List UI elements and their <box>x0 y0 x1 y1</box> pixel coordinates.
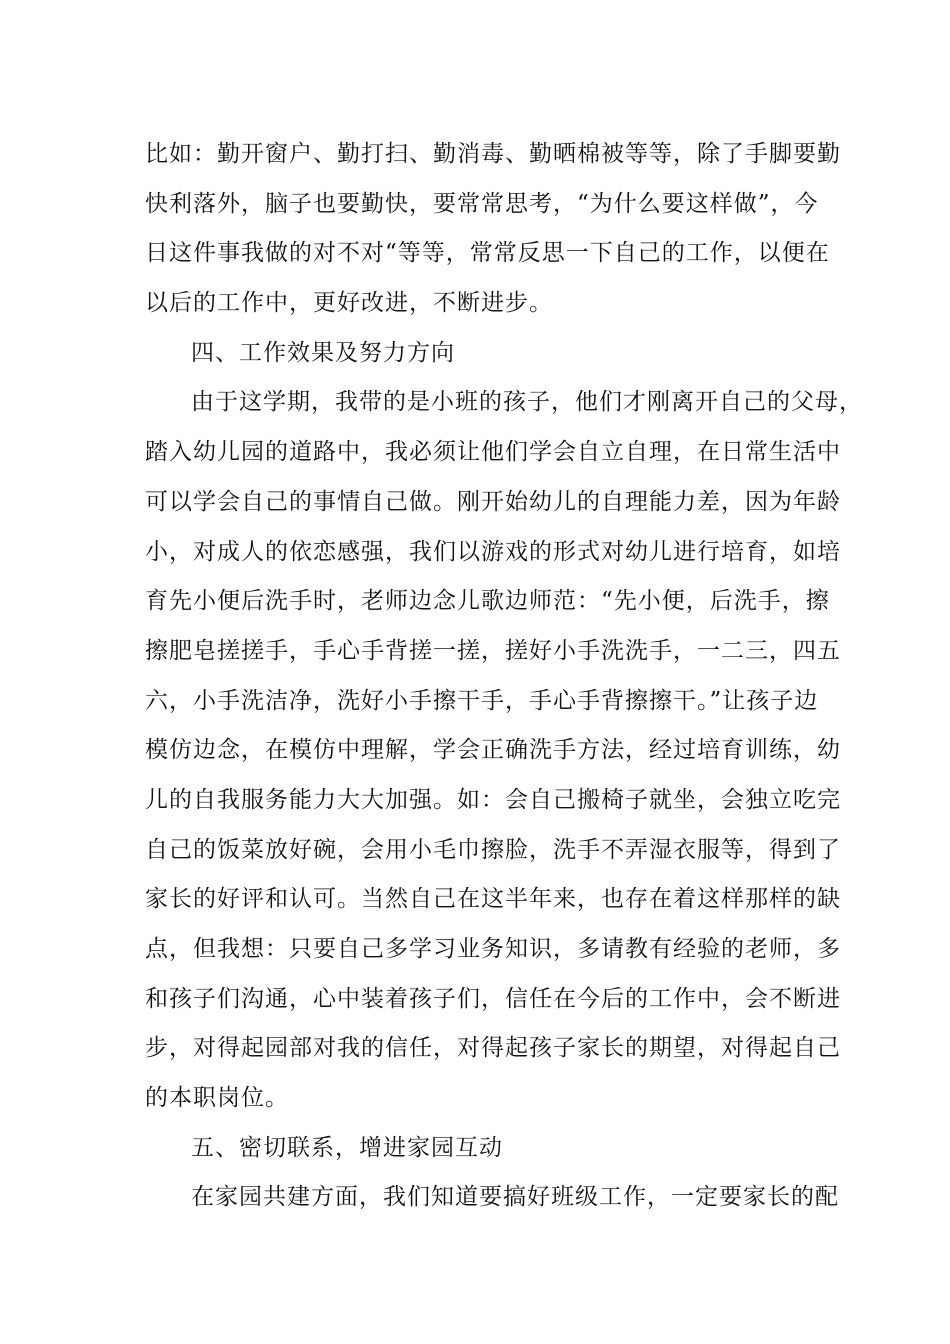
text-line: 由于这学期，我带的是小班的孩子，他们才刚离开自己的父母， <box>191 389 863 416</box>
text-line: 儿的自我服务能力大大加强。如：会自己搬椅子就坐，会独立吃完 <box>145 786 841 813</box>
text-line: 可以学会自己的事情自己做。刚开始幼儿的自理能力差，因为年龄 <box>145 488 841 515</box>
text-line: 快利落外，脑子也要勤快，要常常思考，“为什么要这样做”，今 <box>145 190 819 217</box>
body-text <box>145 130 863 1223</box>
text-line: 擦肥皂搓搓手，手心手背搓一搓，搓好小手洗洗手，一二三，四五 <box>145 637 841 664</box>
text-line: 步，对得起园部对我的信任，对得起孩子家长的期望，对得起自己 <box>145 1035 841 1062</box>
text-line: 模仿边念，在模仿中理解，学会正确洗手方法，经过培育训练，幼 <box>145 737 841 764</box>
text-line: 和孩子们沟通，心中装着孩子们，信任在今后的工作中，会不断进 <box>145 985 841 1012</box>
section-heading: 四、工作效果及努力方向 <box>191 339 455 366</box>
text-line: 自己的饭菜放好碗，会用小毛巾擦脸，洗手不弄湿衣服等，得到了 <box>145 836 841 863</box>
text-line: 育先小便后洗手时，老师边念儿歌边师范：“先小便，后洗手，擦 <box>145 588 830 615</box>
text-line: 日这件事我做的对不对“等等，常常反思一下自己的工作，以便在 <box>145 240 830 267</box>
text-line: 点，但我想：只要自己多学习业务知识，多请教有经验的老师，多 <box>145 936 841 962</box>
text-line: 比如：勤开窗户、勤打扫、勤消毒、勤晒棉被等等，除了手脚要勤 <box>145 141 841 167</box>
text-line: 踏入幼儿园的道路中，我必须让他们学会自立自理，在日常生活中 <box>145 439 841 466</box>
text-line: 六，小手洗洁净，洗好小手擦干手，手心手背擦擦干。”让孩子边 <box>145 687 819 714</box>
text-line: 在家园共建方面，我们知道要搞好班级工作，一定要家长的配 <box>191 1184 839 1211</box>
text-line: 家长的好评和认可。当然自己在这半年来，也存在着这样那样的缺 <box>145 886 841 913</box>
text-line: 的本职岗位。 <box>145 1085 289 1112</box>
text-line: 小，对成人的依恋感强，我们以游戏的形式对幼儿进行培育，如培 <box>145 538 841 565</box>
text-line: 以后的工作中，更好改进，不断进步。 <box>145 290 553 317</box>
section-heading: 五、密切联系，增进家园互动 <box>191 1134 503 1161</box>
